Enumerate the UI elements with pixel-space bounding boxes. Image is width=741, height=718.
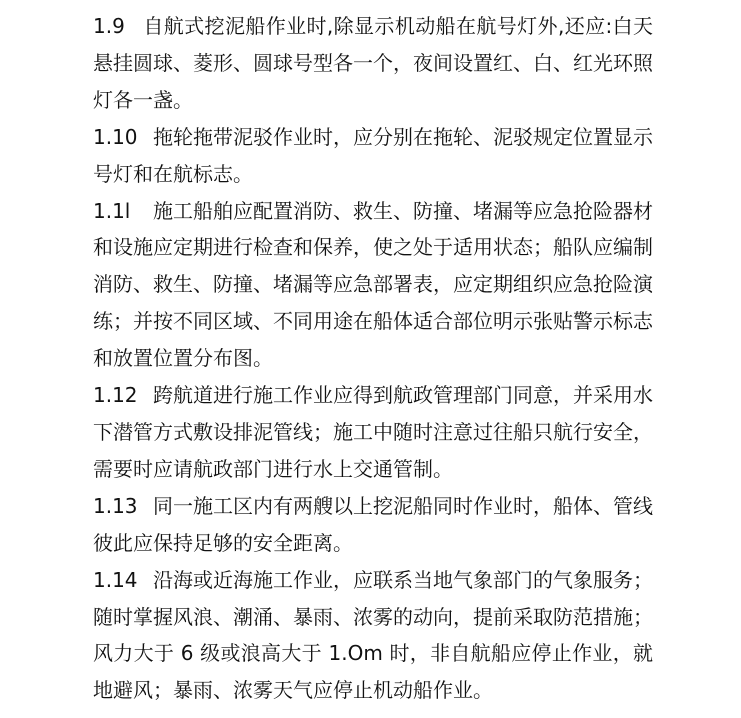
clause-number: 1.13 (93, 493, 138, 518)
clause-number: 1.10 (93, 124, 138, 149)
clause-text: 跨航道进行施工作业应得到航政管理部门同意，并采用水下潜管方式敷设排泥管线；施工中随时注意过往船只航行安全，需要时应请航政部门进行水上交通管制。 (93, 383, 653, 481)
clause-text: 同一施工区内有两艘以上挖泥船同时作业时，船体、管线彼此应保持足够的安全距离。 (93, 493, 653, 555)
document-body (93, 8, 653, 709)
clause-1-13 (93, 488, 653, 562)
clause-text: 沿海或近海施工作业，应联系当地气象部门的气象服务；随时掌握风浪、潮涌、暴雨、浓雾的动向，提前采取防范措施；风力大于 6 级或浪高大于 1.Om 时，非自航船应停止作业，就地避风；暴雨、浓雾天气应停止机动船作业。 (93, 567, 653, 703)
clause-1-12 (93, 377, 653, 488)
clause-number: 1.12 (93, 383, 138, 408)
clause-1-11 (93, 193, 653, 378)
clause-1-10 (93, 119, 653, 193)
clause-text: 施工船舶应配置消防、救生、防撞、堵漏等应急抢险器材和设施应定期进行检查和保养，使之处于适用状态；船队应编制消防、救生、防撞、堵漏等应急部署表，应定期组织应急抢险演练；并按不同区域、不同用途在船体适合部位明示张贴警示标志和放置位置分布图。 (93, 198, 653, 371)
clause-text: 拖轮拖带泥驳作业时，应分别在拖轮、泥驳规定位置显示号灯和在航标志。 (93, 124, 653, 186)
clause-1-14 (93, 562, 653, 710)
clause-number: 1.14 (93, 567, 138, 592)
clause-text: 自航式挖泥船作业时,除显示机动船在航号灯外,还应:白天悬挂圆球、菱形、圆球号型各一个，夜间设置红、白、红光环照灯各一盏。 (93, 14, 653, 112)
clause-number: 1.1l (93, 198, 131, 223)
clause-1-9 (93, 8, 653, 119)
clause-number: 1.9 (93, 14, 125, 38)
